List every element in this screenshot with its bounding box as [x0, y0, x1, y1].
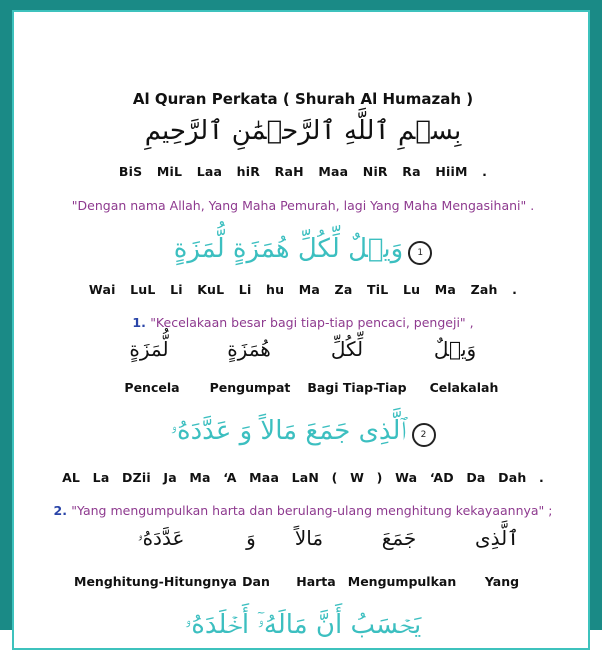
verse-2-word-2-meaning: Mengumpulkan: [347, 574, 457, 589]
verse-2-word-5-meaning: Menghitung-Hitungnya: [74, 574, 237, 589]
verse-1-word-3-arabic: هُمَزَةٍ: [227, 337, 271, 361]
verse-2-word-4-meaning: Dan: [242, 574, 270, 589]
verse-1-arabic-line: [14, 234, 592, 265]
verse-2-translation-line: 2. "Yang mengumpulkan harta dan berulang-ulang menghitung kekayaannya" ;: [53, 503, 553, 518]
verse-1-arabic: وَيۡلٌ لِّكُلِّ هُمَزَةٍ لُّمَزَةٍ: [173, 234, 404, 264]
verse-2-word-1-arabic: ٱلَّذِى: [475, 526, 519, 550]
verse-1-word-2-meaning: Bagi Tiap-Tiap: [307, 380, 407, 395]
basmalah-arabic: بِسۡمِ ٱللَّهِ ٱلرَّحۡمَٰنِ ٱلرَّحِيمِ: [144, 116, 462, 146]
verse-2-arabic-line: [14, 416, 592, 447]
verse-1-translation: "Kecelakaan besar bagi tiap-tiap pencaci, pengeji" ,: [150, 315, 474, 330]
document-page: [12, 10, 590, 650]
page-title: Al Quran Perkata ( Shurah Al Humazah ): [132, 90, 474, 108]
verse-1-ayah-marker: 1: [408, 241, 432, 265]
verse-1-word-3-meaning: Pengumpat: [209, 380, 291, 395]
verse-2-word-1-meaning: Yang: [484, 574, 520, 589]
verse-1-translation-line: 1. "Kecelakaan besar bagi tiap-tiap pencaci, pengeji" ,: [132, 315, 474, 330]
verse-1-word-1-arabic: وَيۡلٌ: [433, 337, 477, 361]
verse-2-word-3-meaning: Harta: [296, 574, 336, 589]
verse-1-transliteration: Wai LuL Li KuL Li hu Ma Za TiL Lu Ma Zah .: [88, 282, 518, 297]
verse-2-word-3-arabic: مَالاً: [294, 526, 324, 550]
verse-1-number: 1: [132, 315, 142, 330]
verse-2-word-4-arabic: وَ: [246, 526, 256, 550]
verse-1-word-2-arabic: لِّكُلِّ: [330, 337, 364, 361]
verse-2-word-2-arabic: جَمَعَ: [381, 526, 417, 550]
verse-2-transliteration: AL La DZii Ja Ma ʻA Maa LaN ( W ) Wa ʻAD Da Dah .: [62, 470, 544, 485]
basmalah-transliteration: BiS MiL Laa hiR RaH Maa NiR Ra HiiM .: [118, 164, 488, 179]
verse-1-word-4-meaning: Pencela: [124, 380, 180, 395]
verse-2-translation: "Yang mengumpulkan harta dan berulang-ulang menghitung kekayaannya" ;: [71, 503, 553, 518]
verse-2-word-5-arabic: عَدَّدَهُۥ: [137, 526, 185, 550]
basmalah-translation: "Dengan nama Allah, Yang Maha Pemurah, lagi Yang Maha Mengasihani" .: [71, 198, 535, 213]
verse-1-word-1-meaning: Celakalah: [429, 380, 499, 395]
verse-2-number: 2: [53, 503, 63, 518]
verse-3-arabic: يَحۡسَبُ أَنَّ مَالَهُۥٓ أَخۡلَدَهُۥ: [184, 610, 422, 640]
verse-1-word-4-arabic: لُّمَزَةٍ: [129, 337, 169, 361]
verse-2-ayah-marker: 2: [412, 423, 436, 447]
verse-2-arabic: ٱلَّذِى جَمَعَ مَالاً وَ عَدَّدَهُۥ: [170, 416, 407, 446]
